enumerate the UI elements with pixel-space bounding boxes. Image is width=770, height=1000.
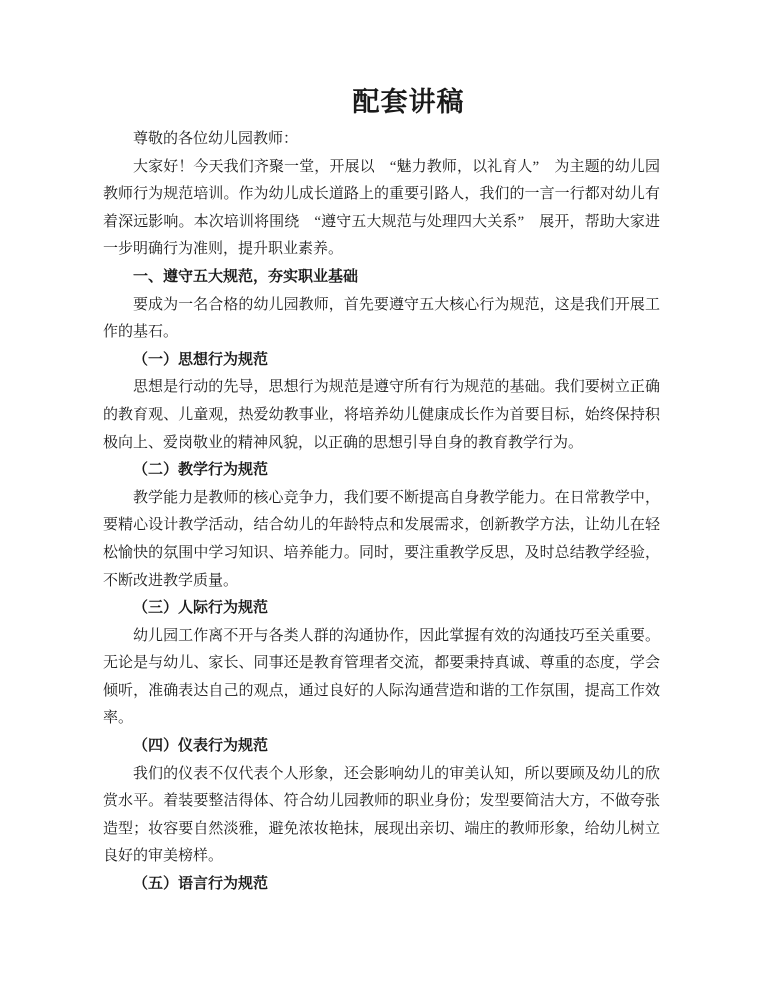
- body-paragraph: 我们的仪表不仅代表个人形象，还会影响幼儿的审美认知，所以要顾及幼儿的欣赏水平。着装要整洁得体、符合幼儿园教师的职业身份；发型要简洁大方，不做夸张造型；妆容要自然淡雅，避免浓妆艳抹，展现出亲切、端庄的教师形象，给幼儿树立良好的审美榜样。: [103, 765, 660, 865]
- body-paragraph: 要成为一名合格的幼儿园教师，首先要遵守五大核心行为规范，这是我们开展工作的基石。: [103, 296, 660, 341]
- body-paragraph: 教学能力是教师的核心竞争力，我们要不断提高自身教学能力。在日常教学中，要精心设计教学活动，结合幼儿的年龄特点和发展需求，创新教学方法，让幼儿在轻松愉快的氛围中学习知识、培养能力。同时，要注重教学反思，及时总结教学经验，不断改进教学质量。: [103, 489, 660, 589]
- body-paragraph: 大家好！今天我们齐聚一堂，开展以 “魅力教师，以礼育人” 为主题的幼儿园教师行为规范培训。作为幼儿成长道路上的重要引路人，我们的一言一行都对幼儿有着深远影响。本次培训将围绕 “遵守五大规范与处理四大关系” 展开，帮助大家进一步明确行为准则，提升职业素养。: [103, 158, 660, 258]
- paragraph-container: [103, 126, 660, 899]
- body-paragraph: 尊敬的各位幼儿园教师：: [133, 131, 299, 147]
- section-heading: 一、遵守五大规范，夯实职业基础: [133, 268, 359, 285]
- section-heading: （二）教学行为规范: [133, 462, 269, 479]
- section-heading: （五）语言行为规范: [133, 876, 269, 893]
- document-content: [0, 86, 770, 899]
- document-title: 配套讲稿: [352, 87, 465, 117]
- section-heading: （一）思想行为规范: [133, 351, 269, 368]
- body-paragraph: 幼儿园工作离不开与各类人群的沟通协作，因此掌握有效的沟通技巧至关重要。无论是与幼儿、家长、同事还是教育管理者交流，都要秉持真诚、尊重的态度，学会倾听，准确表达自己的观点，通过良好的人际沟通营造和谐的工作氛围，提高工作效率。: [103, 627, 660, 727]
- section-heading: （三）人际行为规范: [133, 600, 269, 617]
- section-heading: （四）仪表行为规范: [133, 738, 269, 755]
- body-paragraph: 思想是行动的先导，思想行为规范是遵守所有行为规范的基础。我们要树立正确的教育观、儿童观，热爱幼教事业，将培养幼儿健康成长作为首要目标，始终保持积极向上、爱岗敬业的精神风貌，以正确的思想引导自身的教育教学行为。: [103, 379, 660, 451]
